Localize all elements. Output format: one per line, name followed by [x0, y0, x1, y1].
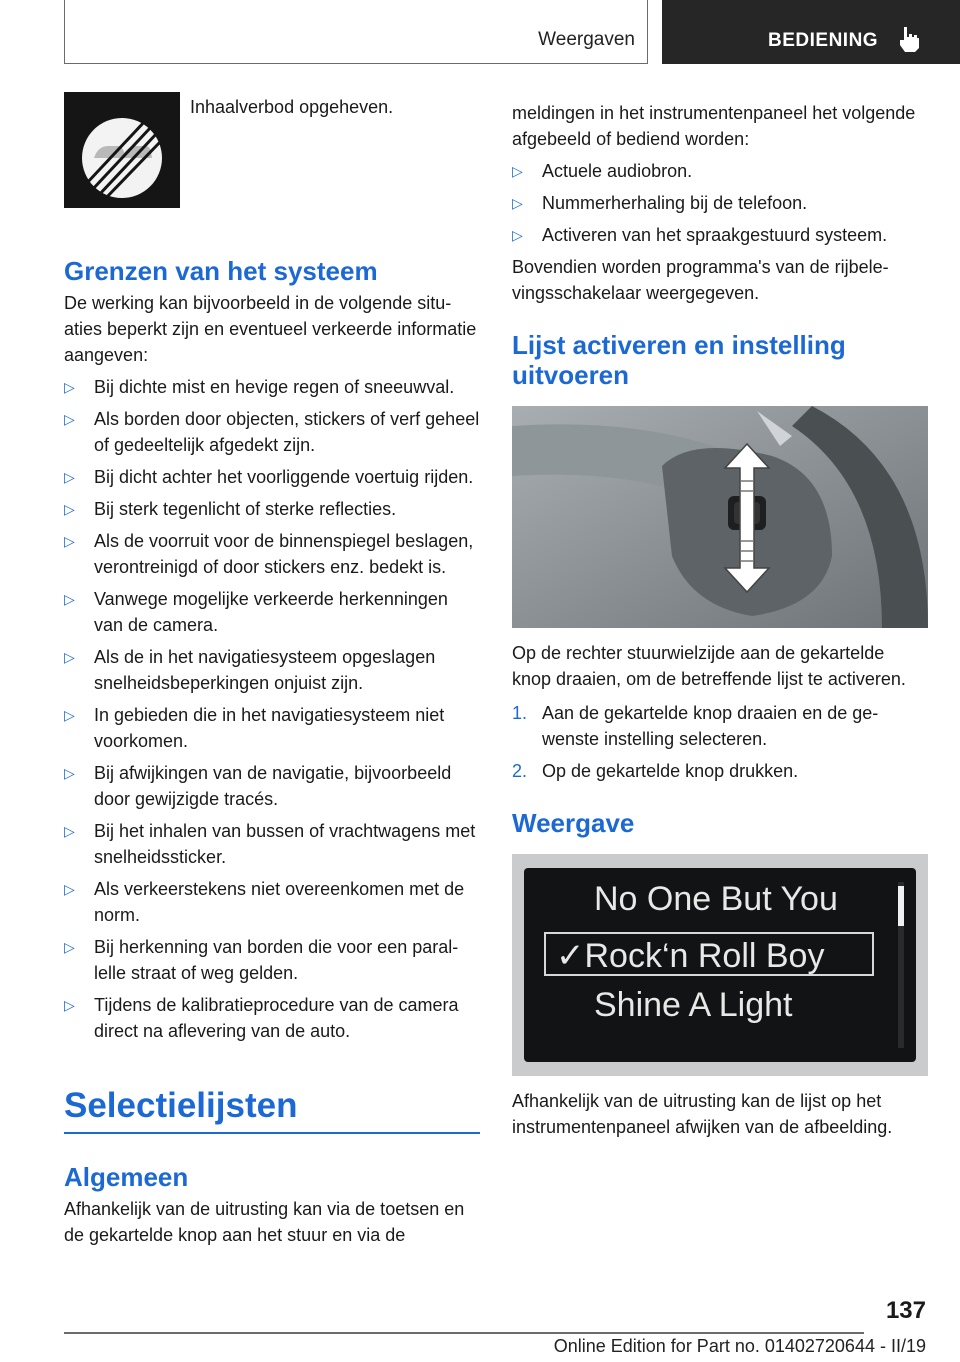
general-heading: Algemeen — [64, 1162, 189, 1192]
triangle-marker-icon: ▷ — [64, 881, 75, 897]
activate-steps — [512, 700, 928, 784]
general-text: Afhankelijk van de uitrusting kan via de toetsen en de gekartelde knop aan het stuur en via de — [64, 1199, 465, 1245]
triangle-marker-icon: ▷ — [64, 501, 75, 517]
limits-list — [64, 374, 480, 1044]
edition-note: Online Edition for Part no. 01402720644 - II/19 — [553, 1336, 926, 1356]
sign-image — [64, 92, 180, 208]
steering-wheel-knob-icon — [512, 406, 928, 628]
header-chapter-tab — [662, 0, 960, 64]
list-item: ▷ Als verkeerstekens niet overeenkomen met de norm. — [64, 876, 480, 928]
list-item: ▷ Bij het inhalen van bussen of vrachtwagens met snelheidssticker. — [64, 818, 480, 870]
triangle-marker-icon: ▷ — [64, 533, 75, 549]
display-caption: Afhankelijk van de uitrusting kan de lijst op het instrumentenpaneel afwijken van de afbeelding. — [512, 1091, 893, 1137]
list-item: ▷ Als borden door objecten, stickers of verf geheel of gedeeltelijk afgedekt zijn. — [64, 406, 480, 458]
activate-heading: Lijst activeren en instelling uitvoeren — [512, 330, 846, 390]
limits-intro: De werking kan bijvoorbeeld in de volgende situaties beperkt zijn en eventueel verkeerde informatie aangeven: — [64, 293, 477, 365]
display-item-selected: ✓Rock‘n Roll Boy — [544, 932, 874, 976]
list-item: ▷ Vanwege mogelijke verkeerde herkenningen van de camera. — [64, 586, 480, 638]
left-column — [64, 92, 480, 1248]
step-number: 2. — [512, 761, 528, 781]
scrollbar-thumb — [898, 886, 904, 926]
triangle-marker-icon: ▷ — [64, 765, 75, 781]
sign-caption: Inhaalverbod opgeheven. — [190, 97, 394, 117]
header-section-tab — [64, 0, 648, 64]
triangle-marker-icon: ▷ — [512, 195, 523, 211]
heading-rule — [64, 1132, 480, 1134]
list-item: ▷ Als de voorruit voor de binnenspiegel beslagen, verontreinigd of door stickers enz. bedekt is. — [64, 528, 480, 580]
header-chapter-title: BEDIENING — [768, 30, 879, 51]
triangle-marker-icon: ▷ — [64, 379, 75, 395]
display-heading: Weergave — [512, 808, 635, 838]
triangle-marker-icon: ▷ — [64, 997, 75, 1013]
triangle-marker-icon: ▷ — [64, 939, 75, 955]
footer-rule — [64, 1332, 864, 1334]
selection-list — [512, 158, 928, 248]
instrument-display-photo — [512, 854, 928, 1076]
no-overtaking-end-sign-icon — [64, 92, 180, 208]
page-number: 137 — [885, 1297, 926, 1324]
list-item: ▷ Nummerherhaling bij de telefoon. — [512, 190, 928, 216]
triangle-marker-icon: ▷ — [64, 649, 75, 665]
steering-wheel-photo — [512, 406, 928, 628]
header-section-title: Weergaven — [538, 29, 635, 50]
list-item: ▷ Bij herkenning van borden die voor een parallelle straat of weg gelden. — [64, 934, 480, 986]
triangle-marker-icon: ▷ — [64, 591, 75, 607]
pointing-hand-icon — [894, 24, 924, 54]
right-column — [512, 92, 928, 1140]
triangle-marker-icon: ▷ — [64, 469, 75, 485]
triangle-marker-icon: ▷ — [64, 823, 75, 839]
step-number: 1. — [512, 703, 528, 723]
limits-heading: Grenzen van het systeem — [64, 256, 378, 286]
list-item: ▷ Als de in het navigatiesysteem opgeslagen snelheidsbeperkingen onjuist zijn. — [64, 644, 480, 696]
list-item: ▷ Activeren van het spraakgestuurd systeem. — [512, 222, 928, 248]
list-item: ▷ In gebieden die in het navigatiesysteem niet voorkomen. — [64, 702, 480, 754]
triangle-marker-icon: ▷ — [512, 227, 523, 243]
selection-extra: Bovendien worden programma's van de rijbelevingsschakelaar weergegeven. — [512, 257, 889, 303]
list-item: ▷ Bij dicht achter het voorliggende voertuig rijden. — [64, 464, 480, 490]
list-item: ▷ Tijdens de kalibratieprocedure van de camera direct na aflevering van de auto. — [64, 992, 480, 1044]
triangle-marker-icon: ▷ — [512, 163, 523, 179]
display-screen — [524, 868, 916, 1062]
triangle-marker-icon: ▷ — [64, 411, 75, 427]
list-item: 1. Aan de gekartelde knop draaien en de gewenste instelling selecteren. — [512, 700, 928, 752]
sign-figure — [64, 92, 480, 224]
list-item: ▷ Bij sterk tegenlicht of sterke reflecties. — [64, 496, 480, 522]
display-item: Shine A Light — [594, 986, 793, 1024]
display-item: No One But You — [594, 880, 838, 918]
list-item: ▷ Bij afwijkingen van de navigatie, bijvoorbeeld door gewijzigde tracés. — [64, 760, 480, 812]
list-item: ▷ Actuele audiobron. — [512, 158, 928, 184]
list-item: 2. Op de gekartelde knop drukken. — [512, 758, 928, 784]
continued-text: meldingen in het instrumentenpaneel het volgende afgebeeld of bediend worden: — [512, 103, 916, 149]
activate-caption: Op de rechter stuurwielzijde aan de gekartelde knop draaien, om de betreffende lijst te activeren. — [512, 643, 906, 689]
triangle-marker-icon: ▷ — [64, 707, 75, 723]
selection-heading: Selectielijsten — [64, 1086, 298, 1125]
list-item: ▷ Bij dichte mist en hevige regen of sneeuwval. — [64, 374, 480, 400]
